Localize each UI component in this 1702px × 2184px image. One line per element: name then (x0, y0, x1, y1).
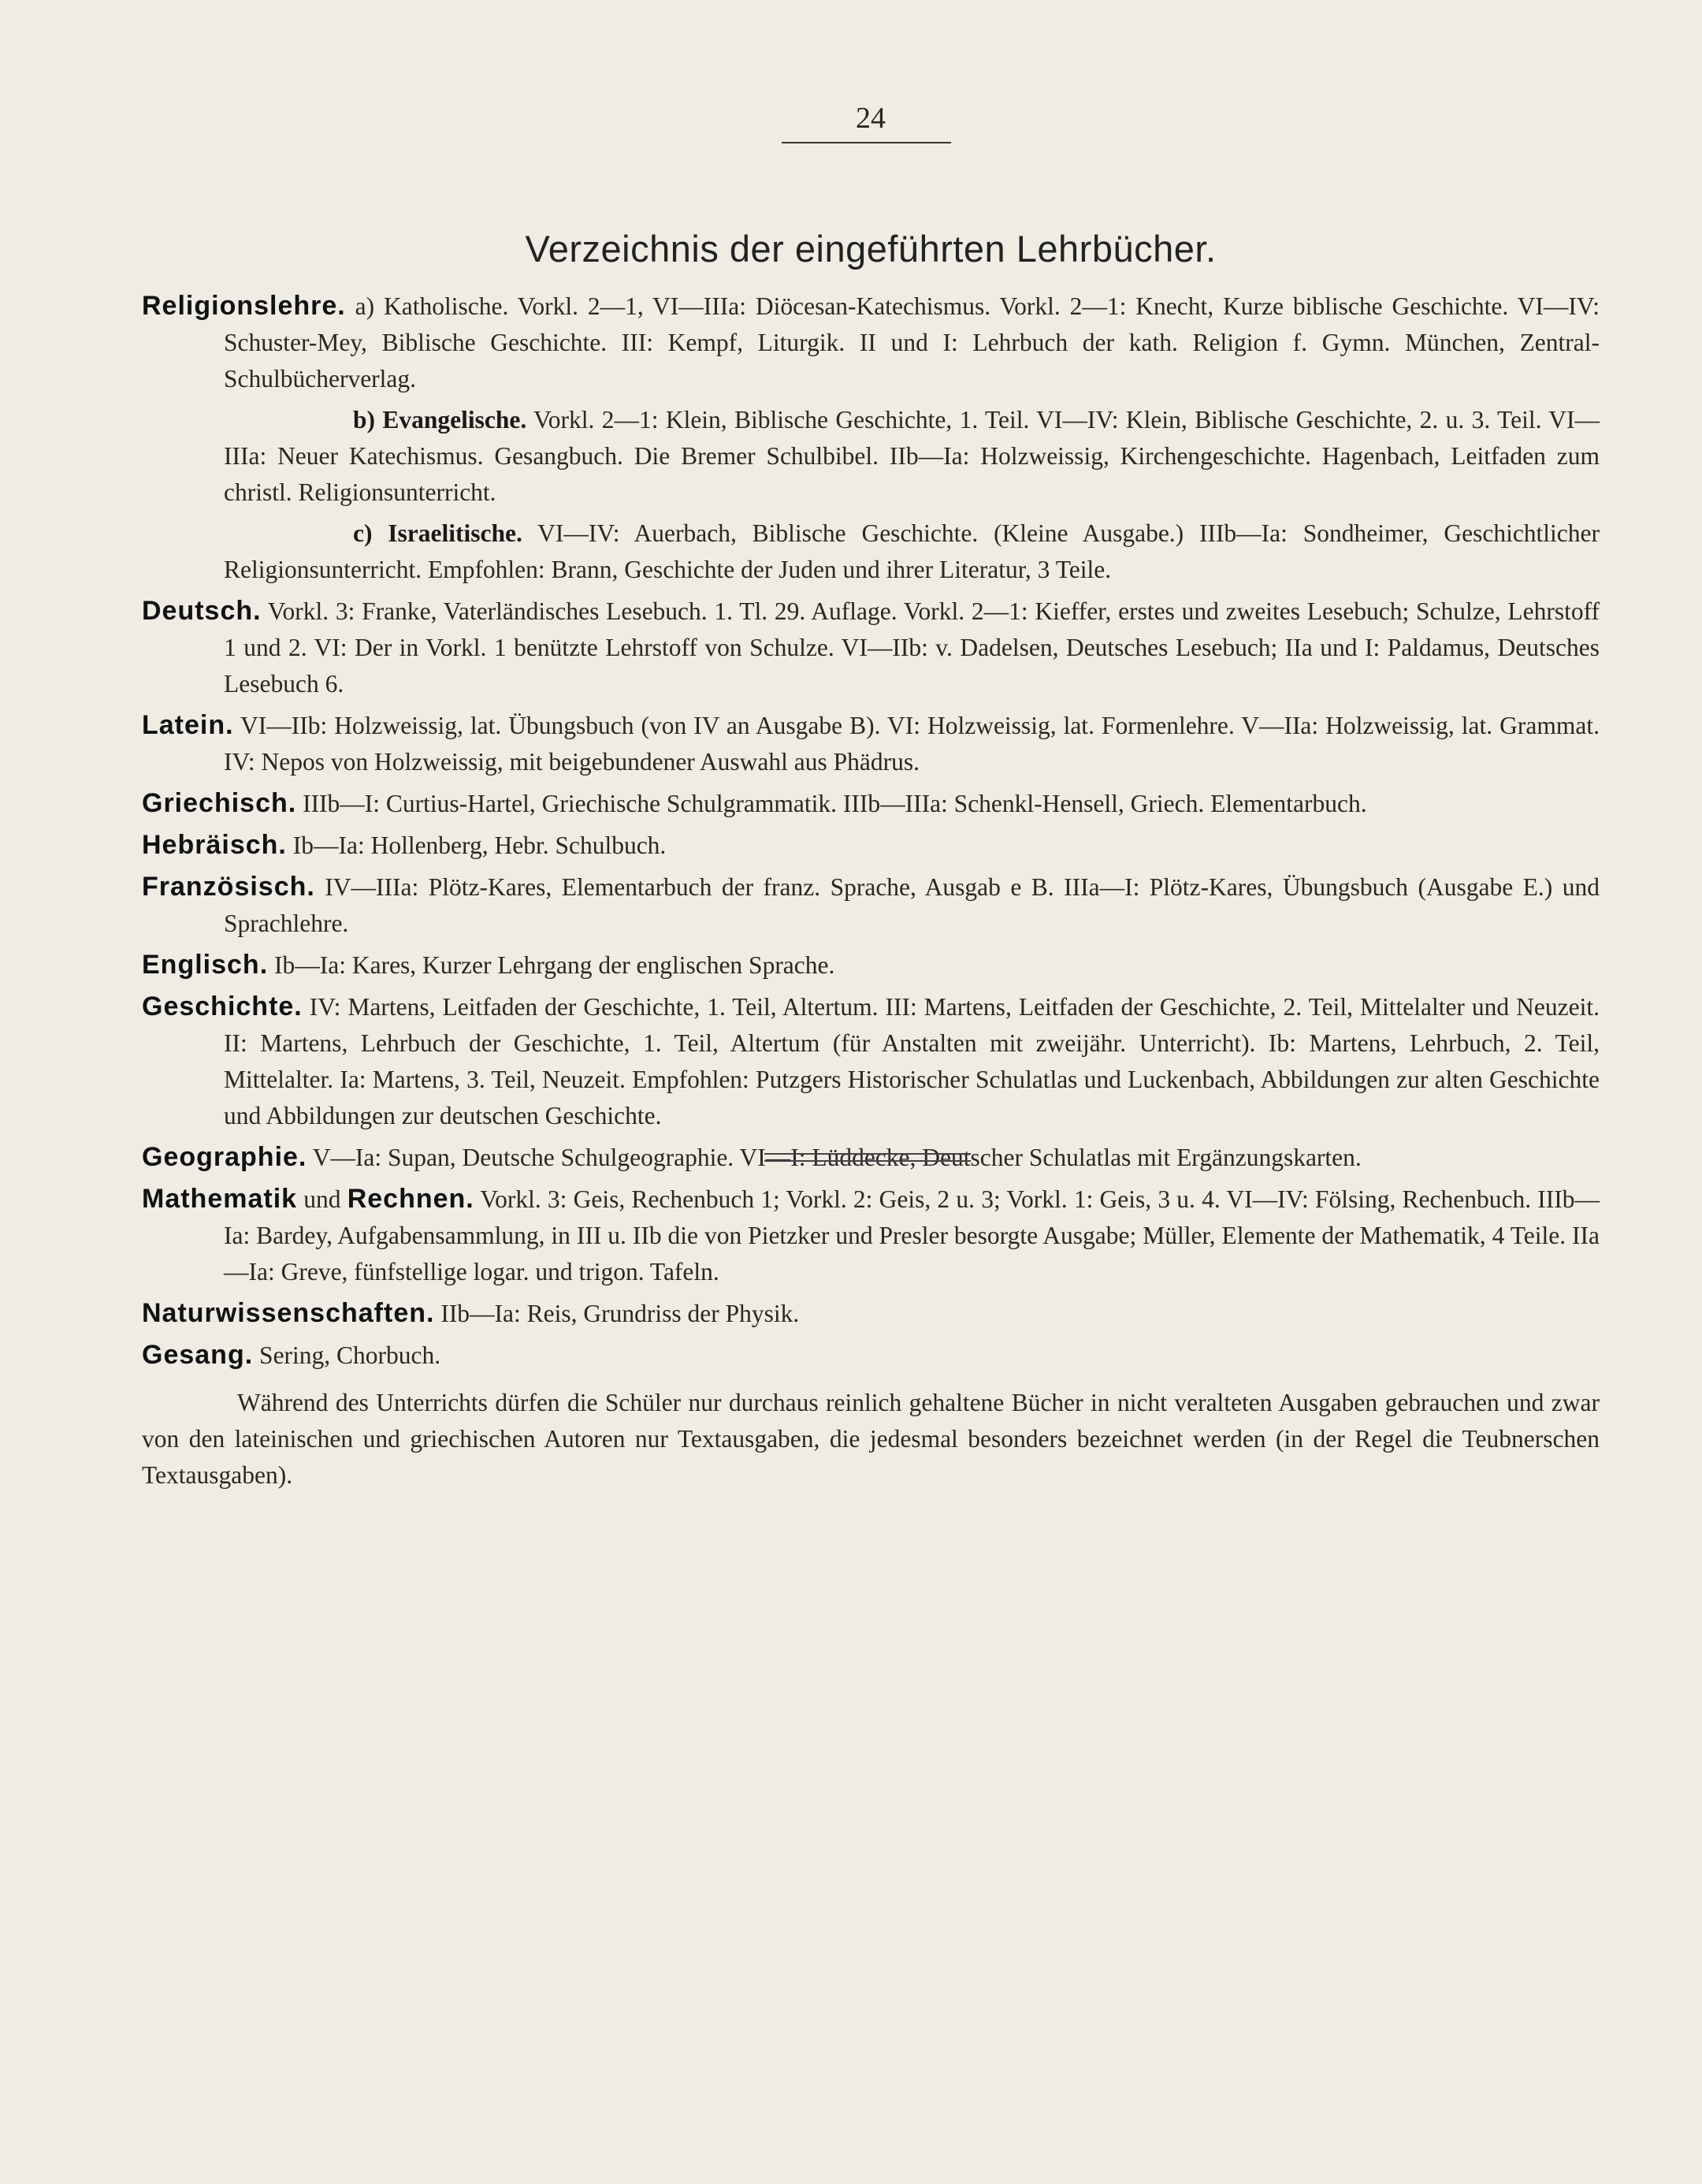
entry-text: VI—IIb: Holzweissig, lat. Übungsbuch (von IV an Ausgabe B). VI: Holzweissig, lat. Formenlehre. V—IIa: Holzweissig, lat. Grammat. IV: Nepos von Holzweissig, mit beigebundener Auswahl aus Phädrus. (224, 712, 1600, 776)
entry-label: Englisch. (142, 950, 269, 980)
entry-label: Gesang. (142, 1340, 254, 1370)
entry-text: a) Katholische. Vorkl. 2—1, VI—IIIa: Diöcesan-Katechismus. Vorkl. 2—1: Knecht, Kurze biblische Geschichte. VI—IV: Schuster-Mey, Biblische Geschichte. III: Kempf, Liturgik. II und I: Lehrbuch der kath. Religion f. Gymn. München, Zentral-Schulbücherverlag. (224, 292, 1600, 393)
textbook-list (142, 288, 1600, 1498)
page-number: 24 (856, 102, 886, 135)
entry-text: Vorkl. 3: Franke, Vaterländisches Lesebuch. 1. Tl. 29. Auflage. Vorkl. 2—1: Kieffer, erstes und zweites Lesebuch; Schulze, Lehrstoff 1 und 2. VI: Der in Vorkl. 1 benützte Lehrstoff von Schulze. VI—IIb: v. Dadelsen, Deutsches Lesebuch; IIa und I: Paldamus, Deutsches Lesebuch 6. (224, 597, 1600, 698)
end-rule-second (764, 1160, 971, 1162)
entry-geschichte (142, 988, 1600, 1134)
entry-label: Mathematik (142, 1184, 298, 1214)
page-number-rule (782, 142, 951, 143)
entry-text: IIIb—I: Curtius-Hartel, Griechische Schulgrammatik. IIIb—IIIa: Schenkl-Hensell, Griech. Elementarbuch. (303, 790, 1367, 817)
entry-label-second: Rechnen. (347, 1184, 474, 1214)
entry-label: Latein. (142, 710, 234, 740)
entry-geographie (142, 1139, 1600, 1176)
entry-hebraeisch (142, 827, 1600, 864)
entry-text: IV—IIIa: Plötz-Kares, Elementarbuch der franz. Sprache, Ausgab e B. IIIa—I: Plötz-Kares, Übungsbuch (Ausgabe E.) und Sprachlehre. (224, 873, 1600, 937)
entry-text: IV: Martens, Leitfaden der Geschichte, 1. Teil, Altertum. III: Martens, Leitfaden der Geschichte, 2. Teil, Mittelalter und Neuzeit. II: Martens, Lehrbuch der Geschichte, 1. Teil, Altertum (für Anstalten mit zweijähr. Unterricht). Ib: Martens, Lehrbuch, 2. Teil, Mittelalter. Ia: Martens, 3. Teil, Neuzeit. Empfohlen: Putzgers Historischer Schulatlas und Luckenbach, Abbildungen zur alten Geschichte und Abbildungen zur deutschen Geschichte. (224, 993, 1600, 1129)
entry-text: Ib—Ia: Hollenberg, Hebr. Schulbuch. (292, 832, 667, 859)
entry-englisch (142, 947, 1600, 984)
entry-label: Geographie. (142, 1142, 307, 1172)
entry-text: Ib—Ia: Kares, Kurzer Lehrgang der englischen Sprache. (274, 951, 835, 979)
entry-label: Griechisch. (142, 788, 297, 818)
entry-text: V—Ia: Supan, Deutsche Schulgeographie. VI—I: Lüddecke, Deutscher Schulatlas mit Ergänzungskarten. (312, 1144, 1362, 1171)
entry-label: Hebräisch. (142, 830, 287, 860)
entry-naturwissenschaften (142, 1295, 1600, 1332)
entry-label: Naturwissenschaften. (142, 1298, 435, 1328)
entry-text: Sering, Chorbuch. (259, 1341, 441, 1369)
entry-latein (142, 707, 1600, 780)
entry-griechisch (142, 785, 1600, 822)
entry-text: IIb—Ia: Reis, Grundriss der Physik. (440, 1300, 800, 1327)
closing-paragraph: Während des Unterrichts dürfen die Schüler nur durchaus reinlich gehaltene Bücher in nicht veralteten Ausgaben gebrauchen und zwar von den lateinischen und griechischen Autoren nur Textausgaben, die jedesmal besonders bezeichnet werden (in der Regel die Teubnerschen Textausgaben). (142, 1389, 1600, 1489)
entry-text: VI—IV: Auerbach, Biblische Geschichte. (Kleine Ausgabe.) IIIb—Ia: Sondheimer, Geschichtlicher Religionsunterricht. Empfohlen: Brann, Geschichte der Juden und ihrer Literatur, 3 Teile. (224, 519, 1600, 583)
entry-label: Religionslehre. (142, 291, 346, 321)
page-title: Verzeichnis der eingeführten Lehrbücher. (525, 228, 1217, 270)
entry-gesang (142, 1337, 1600, 1374)
entry-label: Französisch. (142, 872, 315, 902)
entry-label: Deutsch. (142, 596, 262, 626)
entry-label: c) Israelitische. (353, 519, 522, 547)
end-rule (764, 1153, 971, 1155)
entry-label: b) Evangelische. (353, 406, 527, 433)
entry-franzoesisch (142, 869, 1600, 942)
entry-religion-protestant (142, 402, 1600, 511)
entry-deutsch (142, 593, 1600, 702)
entry-religion-catholic (142, 288, 1600, 397)
entry-mathematik (142, 1181, 1600, 1290)
entry-text: Vorkl. 3: Geis, Rechenbuch 1; Vorkl. 2: Geis, 2 u. 3; Vorkl. 1: Geis, 3 u. 4. VI—IV: Fölsing, Rechenbuch. IIIb—Ia: Bardey, Aufgabensammlung, in III u. IIb die von Pietzker und Presler besorgte Ausgabe; Müller, Elemente der Mathematik, 4 Teile. IIa—Ia: Greve, fünfstellige logar. und trigon. Tafeln. (224, 1185, 1600, 1285)
entry-religion-jewish (142, 515, 1600, 588)
entry-text: Vorkl. 2—1: Klein, Biblische Geschichte, 1. Teil. VI—IV: Klein, Biblische Geschichte, 2. u. 3. Teil. VI—IIIa: Neuer Katechismus. Gesangbuch. Die Bremer Schulbibel. IIb—Ia: Holzweissig, Kirchengeschichte. Hagenbach, Leitfaden zum christl. Religionsunterricht. (224, 406, 1600, 506)
entry-label: Geschichte. (142, 992, 303, 1021)
entry-label-connector: und (303, 1185, 341, 1213)
